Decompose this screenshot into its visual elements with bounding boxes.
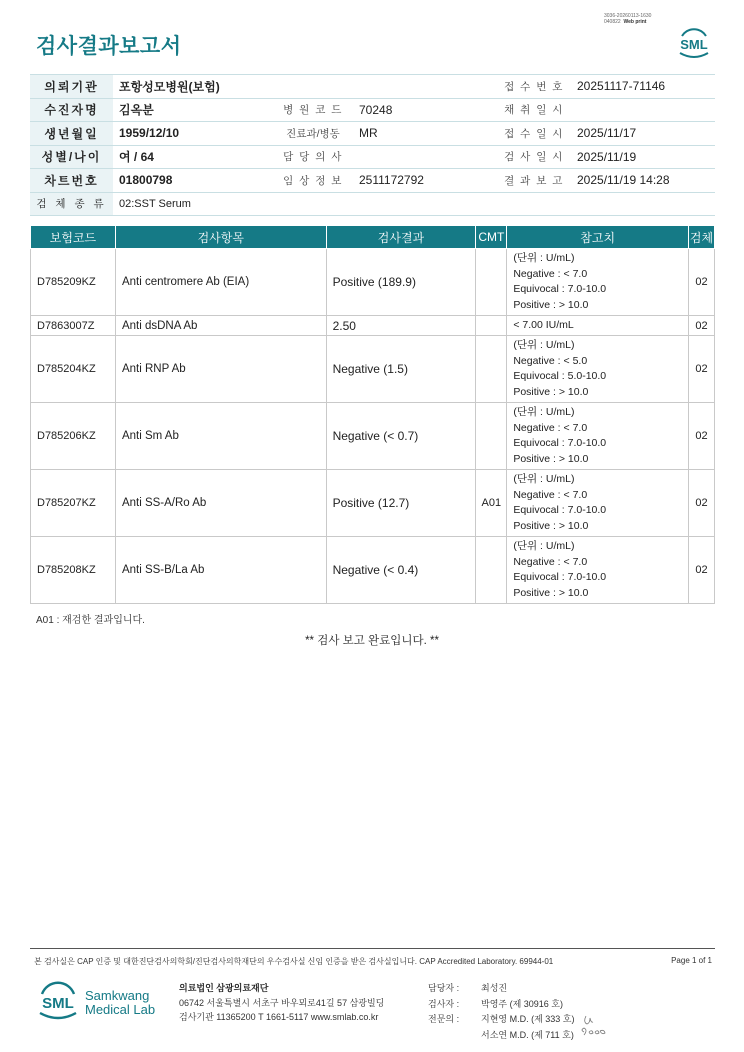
info-row [30, 169, 715, 193]
row-reference [507, 537, 689, 604]
row-test-name: Anti RNP Ab [115, 336, 326, 403]
staff-row [428, 997, 574, 1013]
row-reference [507, 403, 689, 470]
ref-line: (단위 : U/mL) [513, 339, 575, 351]
info-row [30, 75, 715, 99]
specimen-value: 02:SST Serum [113, 192, 715, 216]
cmt-note: A01 : 재검한 결과입니다. [36, 615, 145, 626]
chart-no-value: 01800798 [113, 169, 273, 193]
col-header-cmt: CMT [476, 226, 507, 249]
row-specimen: 02 [689, 316, 715, 336]
row-code: D785207KZ [31, 470, 116, 537]
row-cmt [476, 249, 507, 316]
dept-label: 진료과/병동 [273, 122, 353, 146]
ref-line: Positive : > 10.0 [513, 586, 589, 599]
staff-role: 담당자 : [428, 983, 460, 993]
report-date-value: 2025/11/19 14:28 [571, 169, 715, 193]
row-test-name: Anti Sm Ab [115, 403, 326, 470]
row-specimen: 02 [689, 336, 715, 403]
sml-footer-logo-icon [36, 980, 80, 1024]
results-header-row [31, 226, 715, 249]
logo-text: SML [680, 37, 708, 52]
row-code: D785204KZ [31, 336, 116, 403]
print-id-line2 [604, 19, 651, 25]
staff-row [428, 1028, 574, 1044]
brand-line2: Medical Lab [85, 1002, 156, 1017]
receipt-date-value: 2025/11/17 [571, 122, 715, 146]
ref-line: Negative : < 7.0 [513, 267, 588, 280]
ref-line: Positive : > 10.0 [513, 385, 589, 398]
row-specimen: 02 [689, 470, 715, 537]
results-table [30, 225, 715, 604]
page-number: Page 1 of 1 [671, 956, 712, 965]
page-title: 검사결과보고서 [36, 35, 182, 58]
info-row [30, 145, 715, 169]
row-result: Negative (1.5) [326, 336, 476, 403]
ref-line: Negative : < 7.0 [513, 421, 588, 434]
row-result: Negative (< 0.4) [326, 537, 476, 604]
table-row [31, 537, 715, 604]
table-row [31, 403, 715, 470]
collect-date-label: 채 취 일 시 [497, 98, 571, 122]
clinical-value: 2511172792 [353, 169, 497, 193]
receipt-no-label: 접 수 번 호 [497, 75, 571, 99]
info-row [30, 98, 715, 122]
table-row [31, 249, 715, 316]
staff-row [428, 1012, 574, 1028]
staff-name: 최성진 [481, 983, 508, 993]
requester-label: 의뢰기관 [30, 75, 113, 99]
row-cmt: A01 [476, 470, 507, 537]
brand-name [85, 989, 155, 1017]
row-specimen: 02 [689, 249, 715, 316]
row-code: D785206KZ [31, 403, 116, 470]
staff-name: 지현영 M.D. (제 333 호) [481, 1014, 575, 1024]
ref-line: Equivocal : 7.0-10.0 [513, 437, 607, 449]
info-row [30, 192, 715, 216]
row-specimen: 02 [689, 537, 715, 604]
col-header-reference: 참고치 [507, 226, 689, 249]
ref-line: Equivocal : 5.0-10.0 [513, 370, 607, 382]
report-date-label: 결 과 보 고 [497, 169, 571, 193]
col-header-specimen: 검체 [689, 226, 715, 249]
row-code: D785209KZ [31, 249, 116, 316]
col-header-result: 검사결과 [326, 226, 476, 249]
footer-logo-text: SML [42, 995, 74, 1012]
row-result: Positive (189.9) [326, 249, 476, 316]
receipt-no-value: 20251117-71146 [571, 75, 715, 99]
receipt-date-label: 접 수 일 시 [497, 122, 571, 146]
row-test-name: Anti SS-B/La Ab [115, 537, 326, 604]
dept-value: MR [353, 122, 497, 146]
col-header-code: 보험코드 [31, 226, 116, 249]
row-specimen: 02 [689, 403, 715, 470]
patient-value: 김옥분 [113, 98, 273, 122]
ref-line: (단위 : U/mL) [513, 540, 575, 552]
row-test-name: Anti SS-A/Ro Ab [115, 470, 326, 537]
row-reference [507, 470, 689, 537]
info-row [30, 122, 715, 146]
org-info [179, 981, 384, 1025]
org-address: 06742 서울특별시 서초구 바우뫼로41길 57 삼광빌딩 [179, 997, 385, 1008]
table-row [31, 470, 715, 537]
completion-message: ** 검사 보고 완료입니다. ** [305, 635, 439, 647]
clinical-label: 임 상 정 보 [273, 169, 353, 193]
sex-age-value: 여 / 64 [113, 145, 273, 169]
ref-line: (단위 : U/mL) [513, 473, 575, 485]
brand-line1: Samkwang [85, 988, 150, 1003]
ref-line: Equivocal : 7.0-10.0 [513, 283, 607, 295]
row-reference [507, 249, 689, 316]
requester-value: 포항성모병원(보험) [113, 75, 497, 99]
ref-line: (단위 : U/mL) [513, 406, 575, 418]
row-cmt [476, 336, 507, 403]
row-result: 2.50 [326, 316, 476, 336]
print-id [604, 13, 651, 25]
chart-no-label: 차트번호 [30, 169, 113, 193]
org-name: 의료법인 삼광의료재단 [179, 983, 269, 993]
signature-icon [578, 1010, 610, 1042]
table-row [31, 336, 715, 403]
ref-line: Equivocal : 7.0-10.0 [513, 571, 607, 583]
collect-date-value [571, 98, 715, 122]
ref-line: Positive : > 10.0 [513, 298, 589, 311]
dob-value: 1959/12/10 [113, 122, 273, 146]
print-id-line1: 3036-20260113-1630 [604, 13, 652, 19]
row-test-name: Anti centromere Ab (EIA) [115, 249, 326, 316]
ref-line: Negative : < 7.0 [513, 488, 588, 501]
row-cmt [476, 316, 507, 336]
footer-divider [30, 948, 715, 949]
row-code: D785208KZ [31, 537, 116, 604]
ref-line: Negative : < 5.0 [513, 354, 588, 367]
specimen-label: 검 체 종 류 [30, 192, 113, 216]
ref-line: (단위 : U/mL) [513, 252, 575, 264]
table-row [31, 316, 715, 336]
hospital-code-label: 병 원 코 드 [273, 98, 353, 122]
row-cmt [476, 403, 507, 470]
hospital-code-value: 70248 [353, 98, 497, 122]
patient-info-table [30, 74, 715, 216]
org-contact: 검사기관 11365200 T 1661-5117 www.smlab.co.kr [179, 1012, 379, 1022]
row-reference [507, 316, 689, 336]
row-test-name: Anti dsDNA Ab [115, 316, 326, 336]
row-reference [507, 336, 689, 403]
staff-role: 전문의 : [428, 1014, 460, 1024]
certification-text: 본 검사실은 CAP 인증 및 대한진단검사의학회/진단검사의학재단의 우수검사실 신임 인증을 받은 검사실입니다. CAP Accredited Laboratory. 69944-01 [34, 957, 554, 966]
staff-list [428, 981, 574, 1043]
print-id-label: Web print [623, 19, 647, 25]
staff-name: 서소연 M.D. (제 711 호) [481, 1029, 574, 1040]
row-cmt [476, 537, 507, 604]
test-date-value: 2025/11/19 [571, 145, 715, 169]
staff-row [428, 981, 574, 997]
ref-line: Equivocal : 7.0-10.0 [513, 504, 607, 516]
row-code: D7863007Z [31, 316, 116, 336]
col-header-item: 검사항목 [115, 226, 326, 249]
staff-name: 박영주 (제 30916 호) [481, 998, 563, 1009]
doctor-label: 담 당 의 사 [273, 145, 353, 169]
sex-age-label: 성별/나이 [30, 145, 113, 169]
ref-line: < 7.00 IU/mL [513, 318, 574, 331]
row-result: Positive (12.7) [326, 470, 476, 537]
doctor-value [353, 145, 497, 169]
staff-role: 검사자 : [428, 998, 460, 1009]
row-result: Negative (< 0.7) [326, 403, 476, 470]
ref-line: Positive : > 10.0 [513, 519, 589, 532]
sml-logo-icon [674, 24, 714, 64]
dob-label: 생년월일 [30, 122, 113, 146]
test-date-label: 검 사 일 시 [497, 145, 571, 169]
ref-line: Positive : > 10.0 [513, 452, 589, 465]
print-id-code: 040822 [604, 19, 621, 25]
patient-label: 수진자명 [30, 98, 113, 122]
ref-line: Negative : < 7.0 [513, 555, 588, 568]
